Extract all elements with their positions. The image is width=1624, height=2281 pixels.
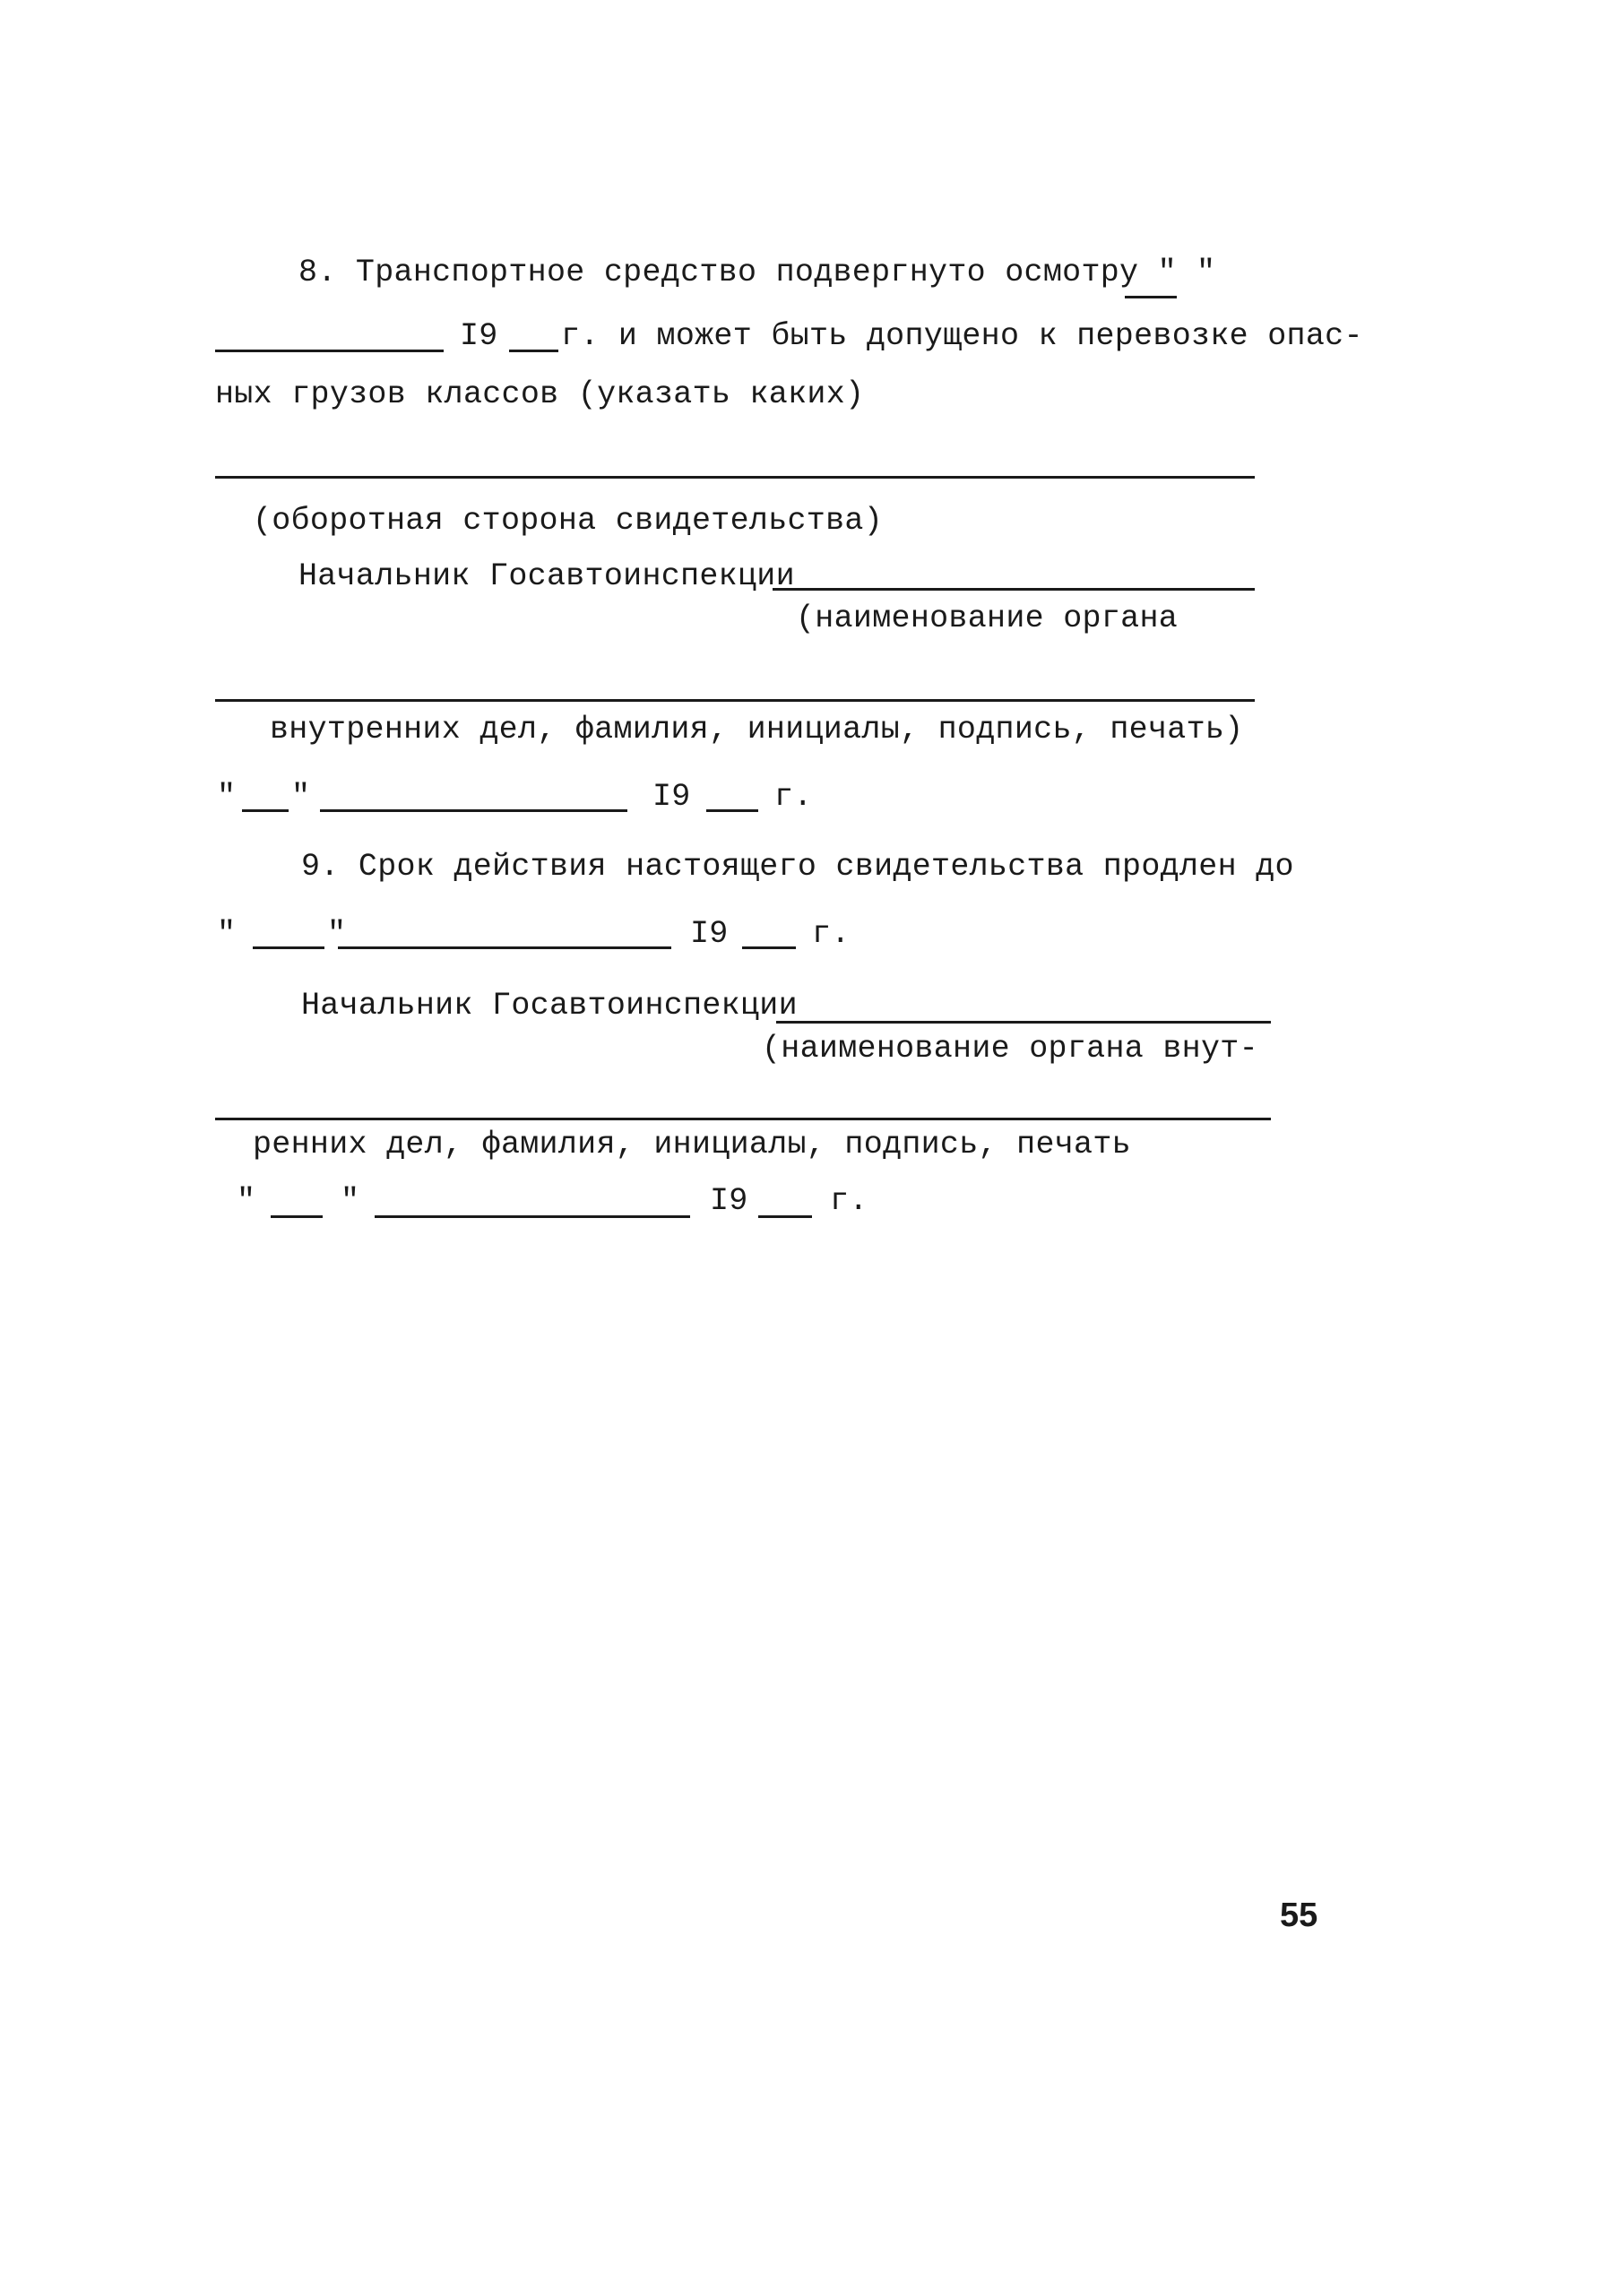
inspection-month-blank[interactable]	[215, 350, 444, 352]
chief-label-2: Начальник Госавтоинспекции	[301, 988, 798, 1024]
authority-note-2b: ренних дел, фамилия, инициалы, подпись, печать	[253, 1127, 1131, 1162]
date-month-blank-1[interactable]	[320, 809, 627, 812]
authority-note-1b: внутренних дел, фамилия, инициалы, подпись, печать)	[270, 712, 1244, 747]
date-day-blank-1[interactable]	[242, 809, 289, 812]
date-year-suffix-1: г.	[774, 779, 813, 815]
reverse-side-caption: (оборотная сторона свидетельства)	[253, 503, 884, 539]
date-day-blank-3[interactable]	[271, 1215, 323, 1218]
signature-blank-2[interactable]	[215, 1118, 1271, 1120]
date-quote-open-1: "	[217, 779, 237, 815]
chief-label-1: Начальник Госавтоинспекции	[298, 558, 795, 594]
item8-year-prefix: I9	[460, 318, 498, 354]
date-year-prefix-2: I9	[690, 916, 729, 952]
extension-month-blank[interactable]	[338, 946, 671, 949]
authority-note-1a: (наименование органа	[796, 600, 1179, 636]
item8-line1: 8. Транспортное средство подвергнуто осмотру "	[298, 255, 1177, 290]
authority-blank-1[interactable]	[773, 588, 1255, 591]
item8-line3: ных грузов классов (указать каких)	[215, 376, 865, 412]
date-quote-close-2: "	[327, 916, 347, 952]
date-year-suffix-3: г.	[830, 1183, 868, 1219]
inspection-year-blank[interactable]	[509, 350, 558, 352]
date-year-suffix-2: г.	[812, 916, 851, 952]
date-quote-open-2: "	[217, 916, 237, 952]
page-number: 55	[1280, 1897, 1318, 1934]
date-quote-close-1: "	[291, 779, 311, 815]
inspection-day-blank[interactable]	[1125, 296, 1177, 298]
extension-year-blank[interactable]	[742, 946, 796, 949]
item8-line2-rest: г. и может быть допущено к перевозке опас-	[561, 318, 1363, 354]
item9-line1: 9. Срок действия настоящего свидетельства продлен до	[301, 849, 1294, 885]
date-quote-open-3: "	[237, 1183, 256, 1219]
date-year-blank-1[interactable]	[706, 809, 758, 812]
date-quote-close-3: "	[341, 1183, 360, 1219]
extension-day-blank[interactable]	[253, 946, 324, 949]
date-year-blank-3[interactable]	[758, 1215, 812, 1218]
item8-quote-close: "	[1196, 255, 1216, 290]
authority-blank-2[interactable]	[776, 1021, 1271, 1024]
date-month-blank-3[interactable]	[375, 1215, 690, 1218]
authority-note-2a: (наименование органа внут-	[762, 1031, 1258, 1067]
cargo-classes-blank[interactable]	[215, 476, 1255, 479]
signature-blank-1[interactable]	[215, 699, 1255, 702]
date-year-prefix-1: I9	[652, 779, 691, 815]
date-year-prefix-3: I9	[710, 1183, 748, 1219]
